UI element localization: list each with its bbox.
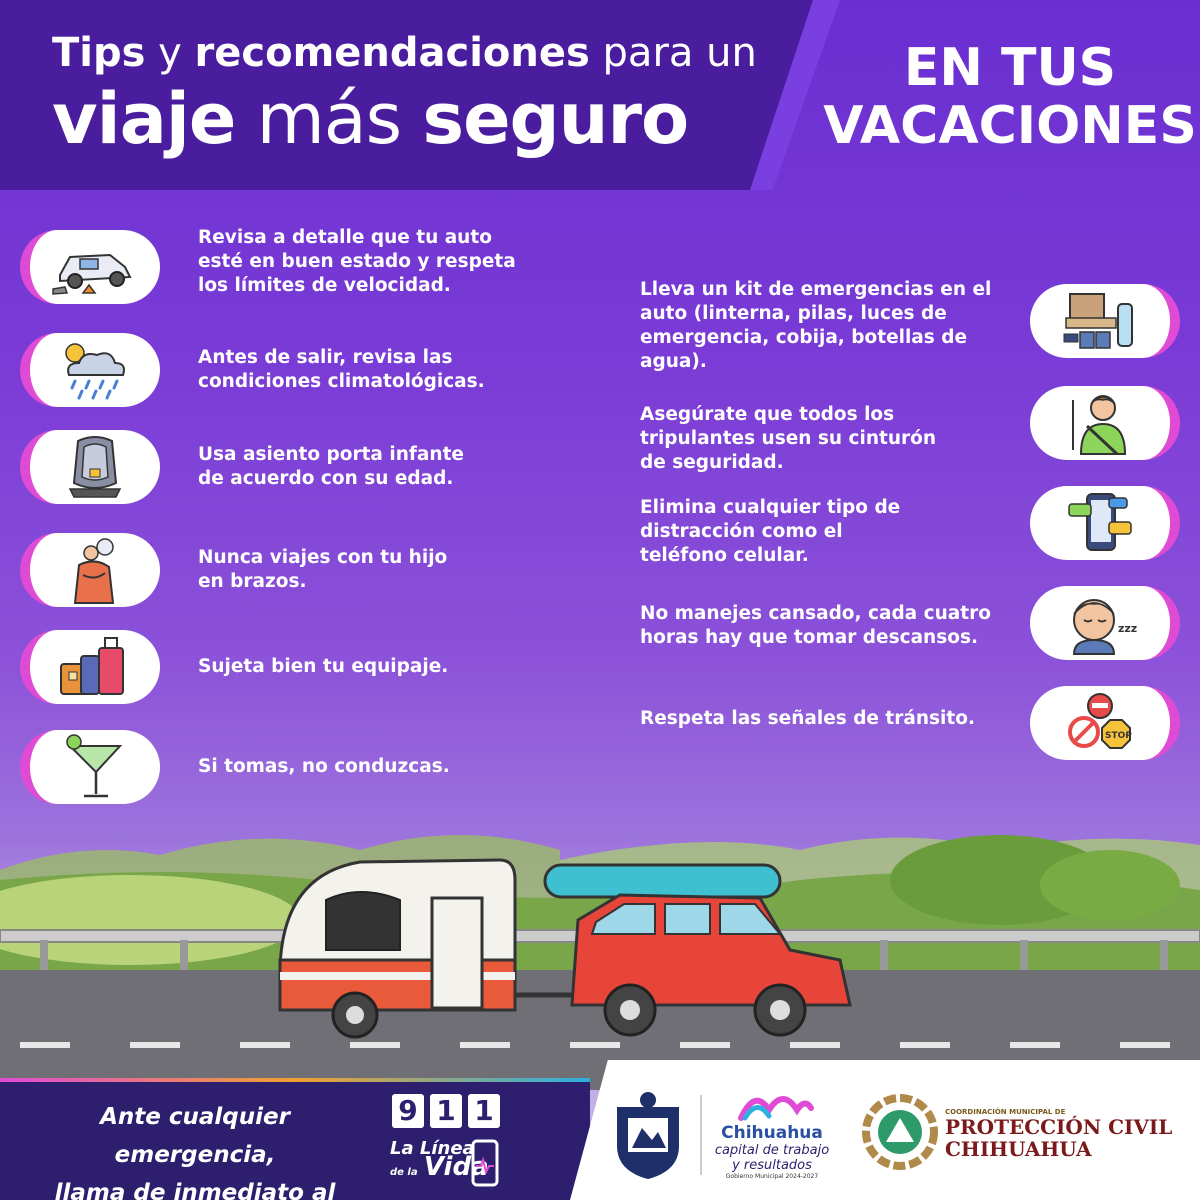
tip-right-3-icon-frame bbox=[1030, 486, 1180, 560]
chihuahua-capital-logo-text bbox=[712, 1123, 832, 1180]
tip-left-6-text bbox=[198, 755, 450, 779]
seatbelt-driver-icon bbox=[1065, 390, 1135, 456]
tip-right-5-text bbox=[640, 707, 1020, 731]
tip-right-3-line-1: Elimina cualquier tipo de bbox=[640, 497, 901, 518]
cocktail-glass-icon bbox=[60, 732, 130, 802]
linea-de-la: de la bbox=[390, 1167, 418, 1178]
chihuahua-subtitle-1: capital de trabajo bbox=[714, 1143, 830, 1158]
header-right-line-1: EN TUS bbox=[903, 38, 1117, 98]
tip-right-1-line-4: agua). bbox=[640, 351, 707, 372]
chihuahua-title: Chihuahua bbox=[721, 1123, 823, 1143]
tip-left-4 bbox=[20, 533, 447, 607]
title-word-viaje: viaje bbox=[52, 78, 236, 160]
logo-divider bbox=[700, 1095, 702, 1175]
title-word-seguro: seguro bbox=[422, 78, 689, 160]
phone-distraction-icon bbox=[1065, 490, 1135, 556]
tip-left-4-text bbox=[198, 546, 447, 594]
pc-title-line-2: CHIHUAHUA bbox=[945, 1137, 1092, 1161]
tip-right-4-line-1: No manejes cansado, cada cuatro bbox=[640, 603, 991, 624]
title-word-recomendaciones: recomendaciones bbox=[194, 30, 590, 76]
tip-left-2-text bbox=[198, 346, 485, 394]
header-right-line-2: VACACIONES bbox=[823, 96, 1197, 156]
emergency-number-911 bbox=[392, 1094, 500, 1128]
tip-right-2-text bbox=[640, 403, 1020, 475]
tip-left-2 bbox=[20, 333, 485, 407]
title-line-2 bbox=[52, 78, 688, 160]
digit-9: 9 bbox=[392, 1094, 424, 1128]
tip-right-1-text bbox=[640, 278, 1020, 374]
emergency-kit-icon bbox=[1060, 288, 1140, 354]
tip-left-5-line-1: Sujeta bien tu equipaje. bbox=[198, 656, 449, 677]
tip-right-2-line-3: de seguridad. bbox=[640, 452, 784, 473]
phone-icon bbox=[470, 1138, 500, 1188]
tip-left-3-line-2: de acuerdo con su edad. bbox=[198, 468, 454, 489]
title-word-tips: Tips bbox=[52, 30, 146, 76]
tip-right-1-line-1: Lleva un kit de emergencias en el bbox=[640, 279, 992, 300]
tip-right-2-line-2: tripulantes usen su cinturón bbox=[640, 428, 937, 449]
emergency-line-2: llama de inmediato al bbox=[54, 1180, 336, 1200]
traffic-signs-icon bbox=[1060, 690, 1140, 756]
tip-left-2-line-1: Antes de salir, revisa las bbox=[198, 347, 453, 368]
tip-right-3-line-2: distracción como el bbox=[640, 521, 843, 542]
car-crash-icon bbox=[45, 237, 145, 297]
luggage-icon bbox=[55, 634, 135, 700]
tip-icon-frame bbox=[20, 533, 160, 607]
tip-right-4-icon-frame bbox=[1030, 586, 1180, 660]
title-word-para-un: para un bbox=[589, 30, 757, 76]
tip-left-1-line-2: esté en buen estado y respeta bbox=[198, 251, 516, 272]
digit-1: 1 bbox=[430, 1094, 462, 1128]
header-vacaciones bbox=[820, 40, 1200, 156]
pc-title-line-1: PROTECCIÓN CIVIL bbox=[945, 1115, 1173, 1139]
tip-left-6 bbox=[20, 730, 450, 804]
tip-left-1-text bbox=[198, 226, 516, 298]
tip-left-1 bbox=[20, 227, 516, 304]
title-word-y: y bbox=[145, 30, 195, 76]
proteccion-civil-emblem bbox=[862, 1094, 938, 1170]
parent-holding-child-icon bbox=[65, 535, 125, 605]
tip-left-1-line-1: Revisa a detalle que tu auto bbox=[198, 227, 492, 248]
tip-left-5 bbox=[20, 630, 448, 704]
emergency-line-1: Ante cualquier emergencia, bbox=[100, 1104, 290, 1168]
tip-left-6-line-1: Si tomas, no conduzcas. bbox=[198, 756, 450, 777]
tip-icon-frame bbox=[20, 333, 160, 407]
linea-vida: Vida bbox=[423, 1152, 489, 1182]
tip-icon-frame bbox=[20, 430, 160, 504]
tip-icon-frame bbox=[20, 730, 160, 804]
weather-cloud-icon bbox=[55, 337, 135, 403]
tip-right-4-line-2: horas hay que tomar descansos. bbox=[640, 627, 978, 648]
tip-right-2-icon-frame bbox=[1030, 386, 1180, 460]
tip-right-1-line-3: emergencia, cobija, botellas de bbox=[640, 327, 968, 348]
linea-line-1: La Línea bbox=[390, 1138, 475, 1159]
tip-left-1-line-3: los límites de velocidad. bbox=[198, 275, 451, 296]
tip-left-3-text bbox=[198, 443, 464, 491]
tip-left-3 bbox=[20, 430, 464, 504]
tip-icon-frame bbox=[20, 230, 160, 304]
svg-text:zzz: zzz bbox=[1118, 622, 1138, 635]
tip-left-4-line-2: en brazos. bbox=[198, 571, 307, 592]
tip-right-5-icon-frame bbox=[1030, 686, 1180, 760]
chihuahua-m-logo bbox=[735, 1088, 815, 1122]
tip-right-1-icon-frame bbox=[1030, 284, 1180, 358]
tip-left-3-line-1: Usa asiento porta infante bbox=[198, 444, 464, 465]
tip-right-3-text bbox=[640, 496, 1020, 568]
tip-left-5-text bbox=[198, 655, 448, 679]
svg-text:STOP: STOP bbox=[1105, 731, 1132, 741]
emergency-message bbox=[20, 1098, 370, 1200]
sleepy-driver-icon bbox=[1060, 590, 1140, 656]
tip-left-2-line-2: condiciones climatológicas. bbox=[198, 371, 485, 392]
municipal-seal-logo bbox=[606, 1090, 690, 1180]
tip-right-2-line-1: Asegúrate que todos los bbox=[640, 404, 895, 425]
tip-left-4-line-1: Nunca viajes con tu hijo bbox=[198, 547, 448, 568]
digit-1b: 1 bbox=[468, 1094, 500, 1128]
tip-right-4-text bbox=[640, 602, 1020, 650]
title-word-mas: más bbox=[235, 78, 423, 160]
chihuahua-government-tag: Gobierno Municipal 2024-2027 bbox=[725, 1173, 819, 1180]
road-scene-illustration bbox=[0, 820, 1200, 1090]
tip-right-3-line-3: teléfono celular. bbox=[640, 545, 809, 566]
title-line-1 bbox=[52, 30, 757, 76]
tip-right-1-line-2: auto (linterna, pilas, luces de bbox=[640, 303, 947, 324]
child-car-seat-icon bbox=[60, 433, 130, 501]
tip-right-5-line-1: Respeta las señales de tránsito. bbox=[640, 708, 975, 729]
proteccion-civil-logo-text bbox=[945, 1108, 1172, 1160]
chihuahua-subtitle-2: y resultados bbox=[732, 1158, 812, 1173]
tip-icon-frame bbox=[20, 630, 160, 704]
pc-coordinacion-label: COORDINACIÓN MUNICIPAL DE bbox=[945, 1108, 1066, 1116]
